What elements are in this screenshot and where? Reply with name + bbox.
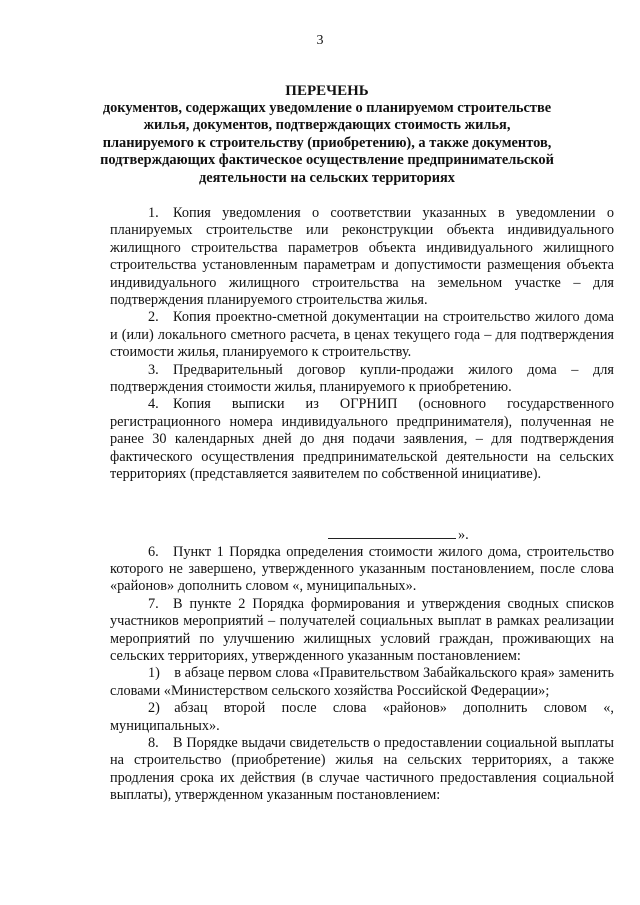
document-subtitle: документов, содержащих уведомление о планируемом строительстве жилья, документов, подтверждающих стоимость жилья, планируемого к строительству (приобретению), а также документов, подтверждающих фактическое осуществление предпринимательской деятельности на сельских территориях — [100, 100, 554, 186]
document-title: ПЕРЕЧЕНЬ — [285, 83, 369, 99]
closing-quote: ». — [458, 526, 469, 543]
document-header — [100, 82, 554, 187]
document-body — [110, 205, 614, 805]
section-gap — [110, 484, 614, 526]
amendment-7: 7. В пункте 2 Порядка формирования и утверждения сводных списков участников мероприятий – получателей социальных выплат в рамках реализации мероприятий по улучшению жилищных условий граждан, проживающих на сельских территориях, утвержденного указанным постановлением: — [110, 595, 614, 664]
amendment-7-sub-1: 1) в абзаце первом слова «Правительством Забайкальского края» заменить словами «Министерством сельского хозяйства Российской Федерации»; — [110, 665, 614, 699]
blank-rule — [328, 526, 456, 539]
closing-line — [110, 526, 614, 544]
list-item-3: 3. Предварительный договор купли-продажи жилого дома – для подтверждения стоимости жилья, планируемого к приобретению. — [110, 361, 614, 396]
amendment-8: 8. В Порядке выдачи свидетельств о предоставлении социальной выплаты на строительство (приобретение) жилья на сельских территориях, а также продления срока их действия (в случае частичного предоставления социальной выплаты), утвержденном указанным постановлением: — [110, 734, 614, 804]
list-item-2: 2. Копия проектно-сметной документации на строительство жилого дома и (или) локального сметного расчета, в ценах текущего года – для подтверждения стоимости жилья, планируемого к строительству. — [110, 309, 614, 361]
page-number: 3 — [316, 33, 324, 48]
list-item-1: 1. Копия уведомления о соответствии указанных в уведомлении о планируемых строительстве или реконструкции объекта индивидуального жилищного строительства параметров объекта индивидуального жилищного строительства установленным параметрам и допустимости размещения объекта индивидуального жилищного строительства на земельном участке – для подтверждения планируемого строительства жилья. — [110, 205, 614, 309]
amendment-6: 6. Пункт 1 Порядка определения стоимости жилого дома, строительство которого не завершено, утвержденного указанным постановлением, после слова «районов» дополнить словом «, муниципальных». — [110, 543, 614, 595]
list-item-4: 4. Копия выписки из ОГРНИП (основного государственного регистрационного номера индивидуального предпринимателя), полученная не ранее 30 календарных дней до дня подачи заявления, – для подтверждения фактического осуществления предпринимательской деятельности на сельских территориях (представляется заявителем по собственной инициативе). — [110, 396, 614, 483]
amendment-7-sub-2: 2) абзац второй после слова «районов» дополнить словом «, муниципальных». — [110, 700, 614, 734]
